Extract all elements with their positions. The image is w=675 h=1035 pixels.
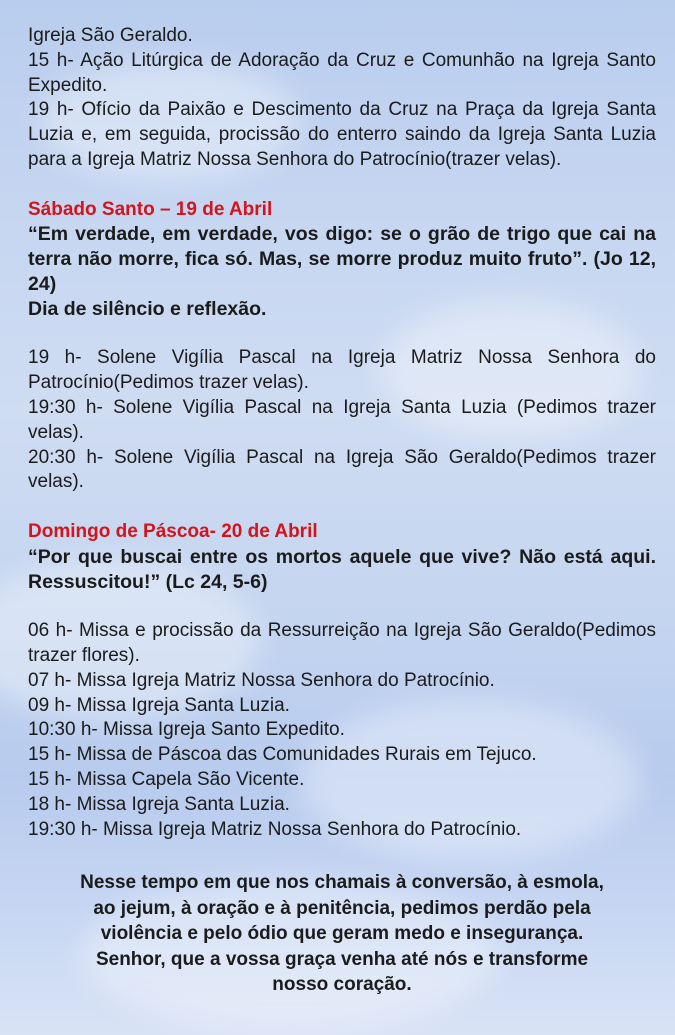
sunday-item: 19:30 h- Missa Igreja Matriz Nossa Senhora do Patrocínio. — [28, 818, 522, 840]
sunday-item: 10:30 h- Missa Igreja Santo Expedito. — [28, 719, 345, 741]
sunday-quote: “Por que buscai entre os mortos aquele que vive? Não está aqui. Ressuscitou!” (Lc 24, 5-6) — [28, 545, 656, 593]
prayer-line: Senhor, que a vossa graça venha até nós e transforme — [95, 948, 589, 970]
friday-item: 15 h- Ação Litúrgica de Adoração da Cruz e Comunhão na Igreja Santo Expedito. — [28, 49, 656, 96]
sunday-item: 07 h- Missa Igreja Matriz Nossa Senhora do Patrocínio. — [28, 669, 495, 691]
friday-text-line: Igreja São Geraldo. — [28, 25, 193, 46]
prayer-line: violência e pelo ódio que geram medo e insegurança. — [100, 923, 584, 945]
sunday-item: 15 h- Missa Capela São Vicente. — [28, 768, 305, 790]
prayer-line: Nesse tempo em que nos chamais à conversão, à esmola, — [80, 872, 604, 894]
saturday-item: 20:30 h- Solene Vigília Pascal na Igreja São Geraldo(Pedimos trazer velas). — [28, 446, 656, 493]
friday-item: 19 h- Ofício da Paixão e Descimento da Cruz na Praça da Igreja Santa Luzia e, em seguida, procissão do enterro saindo da Igreja Santa Luzia para a Igreja Matriz Nossa Senhora do Patrocínio(trazer velas). — [28, 99, 656, 170]
prayer-line: ao jejum, à oração e à penitência, pedimos perdão pela — [93, 897, 591, 919]
sunday-item: 09 h- Missa Igreja Santa Luzia. — [28, 694, 290, 716]
prayer-line: nosso coração. — [272, 974, 412, 996]
saturday-item: 19:30 h- Solene Vigília Pascal na Igreja Santa Luzia (Pedimos trazer velas). — [28, 396, 656, 443]
document-page — [28, 24, 656, 998]
saturday-item: 19 h- Solene Vigília Pascal na Igreja Matriz Nossa Senhora do Patrocínio(Pedimos trazer velas). — [28, 347, 656, 394]
saturday-quote: “Em verdade, em verdade, vos digo: se o grão de trigo que cai na terra não morre, fica só. Mas, se morre produz muito fruto”. (Jo 12, 24) — [28, 223, 656, 295]
sunday-item: 18 h- Missa Igreja Santa Luzia. — [28, 793, 290, 815]
sunday-heading: Domingo de Páscoa- 20 de Abril — [28, 520, 318, 542]
saturday-subtitle: Dia de silêncio e reflexão. — [28, 297, 267, 320]
sunday-item: 06 h- Missa e procissão da Ressurreição na Igreja São Geraldo(Pedimos trazer flores). — [28, 620, 656, 666]
saturday-heading: Sábado Santo – 19 de Abril — [28, 198, 273, 220]
sunday-item: 15 h- Missa de Páscoa das Comunidades Rurais em Tejuco. — [28, 744, 537, 766]
